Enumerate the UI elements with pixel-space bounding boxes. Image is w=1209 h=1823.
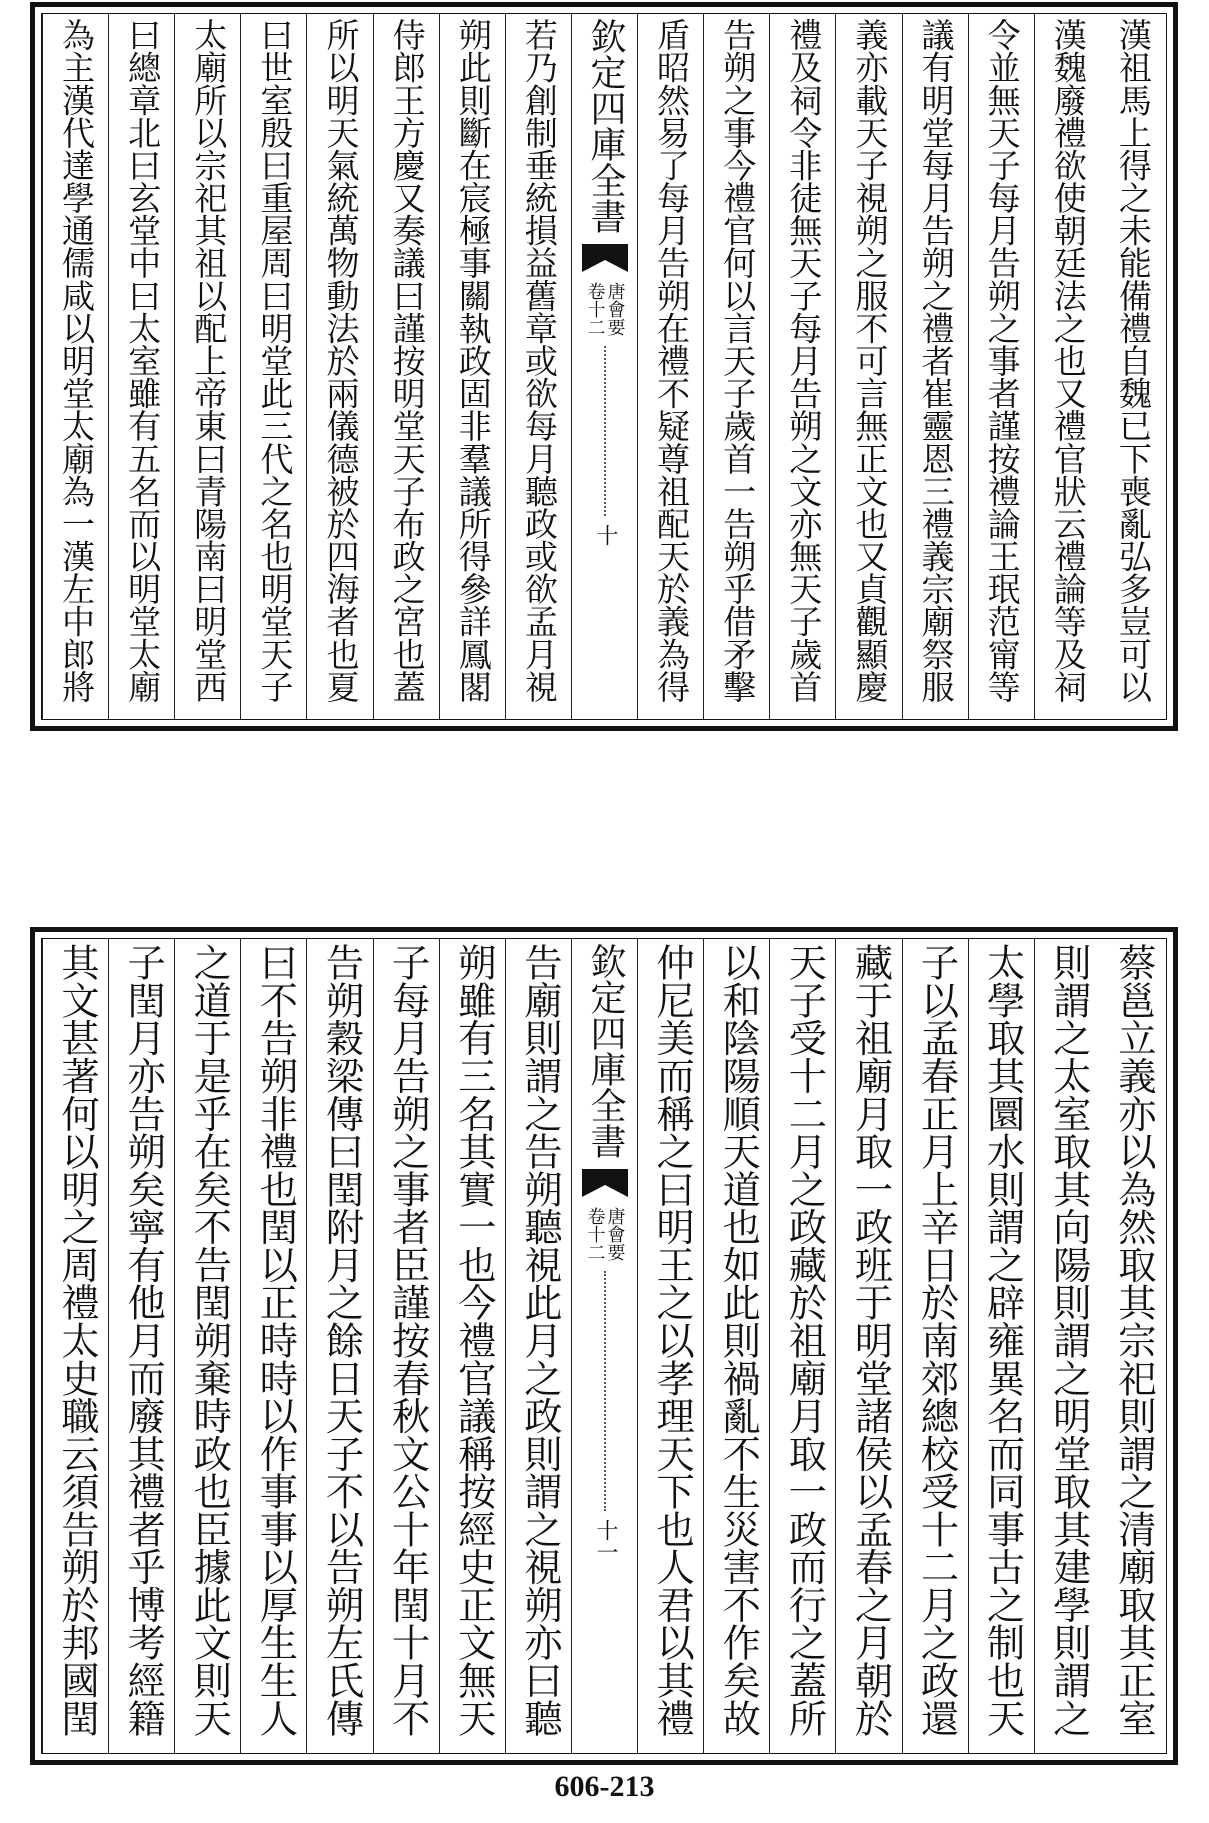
text-column: 太學取其圜水則謂之辟雍異名而同事古之制也天 [968,939,1035,1753]
text-column: 之道于是乎在矣不告閏朔棄時政也臣據此文則天 [174,939,241,1753]
text-column: 子每月告朔之事者臣謹按春秋文公十年閏十月不 [373,939,440,1753]
text-column: 天子受十二月之政藏於祖廟月取一政而行之蓋所 [769,939,836,1753]
text-column: 子閏月亦告朔矣寧有他月而廢其禮者乎博考經籍 [108,939,175,1753]
text-column: 子以孟春正月上辛日於南郊總校受十二月之政還 [902,939,969,1753]
fishtail-mark-icon [582,1169,628,1197]
text-column: 曰不告朔非禮也閏以正時時以作事事以厚生生人 [240,939,307,1753]
text-column: 若乃創制垂統損益舊章或欲每月聽政或欲孟月視 [505,14,572,719]
text-column: 禮及祠令非徒無天子每月告朔之文亦無天子歲首 [769,14,836,719]
upper-page-frame [41,13,1167,720]
text-column: 仲尼美而稱之曰明王之以孝理天下也人君以其禮 [637,939,704,1753]
text-column: 漢祖馬上得之未能備禮自魏已下喪亂弘多豈可以 [1113,18,1153,703]
center-fold-column [571,14,638,719]
text-column: 蔡邕立義亦以為然取其宗祀則謂之清廟取其正室 [1110,943,1156,1737]
text-column: 曰總章北曰玄堂中曰太室雖有五名而以明堂太廟 [108,14,175,719]
text-column: 曰世室殷曰重屋周曰明堂此三代之名也明堂天子 [240,14,307,719]
center-fold-column [571,939,638,1753]
text-column: 則謂之太室取其向陽則謂之明堂取其建學則謂之 [1034,939,1101,1753]
fishtail-mark-icon [582,244,628,272]
text-column: 告朔之事今禮官何以言天子歲首一告朔乎借矛擊 [703,14,770,719]
text-column: 其文甚著何以明之周禮太史職云須告朔於邦國閏 [42,939,109,1753]
text-column: 朔此則斷在宸極事關執政固非羣議所得參詳鳳閣 [439,14,506,719]
text-column: 為主漢代達學通儒咸以明堂太廟為一漢左中郎將 [42,14,109,719]
upper-page [30,2,1178,731]
book-title: 欽定四庫全書 [584,943,626,1159]
text-column: 侍郎王方慶又奏議曰謹按明堂天子布政之宮也蓋 [373,14,440,719]
text-column: 太廟所以宗祀其祖以配上帝東曰青陽南曰明堂西 [174,14,241,719]
page-footer-number: 606-213 [554,1770,655,1803]
fold-dotted-line [604,346,606,516]
lower-page [30,927,1178,1765]
volume-label: 唐會要 卷十二 [584,282,626,336]
text-column: 藏于祖廟月取一政班于明堂諸侯以孟春之月朝於 [835,939,902,1753]
text-column: 告廟則謂之告朔聽視此月之政則謂之視朔亦曰聽 [505,939,572,1753]
fold-dotted-line [604,1271,606,1511]
book-title: 欽定四庫全書 [584,18,626,234]
lower-page-frame [41,938,1167,1754]
text-column: 以和陰陽順天道也如此則禍亂不生災害不作矣故 [703,939,770,1753]
text-column: 漢魏廢禮欲使朝廷法之也又禮官狀云禮論等及祠 [1034,14,1101,719]
text-column: 告朔穀梁傳曰閏附月之餘日天子不以告朔左氏傳 [306,939,373,1753]
text-column: 所以明天氣統萬物動法於兩儀德被於四海者也夏 [306,14,373,719]
text-column: 朔雖有三名其實一也今禮官議稱按經史正文無天 [439,939,506,1753]
text-column: 令並無天子每月告朔之事者謹按禮論王珉范甯等 [968,14,1035,719]
page-number: 十 [592,524,618,546]
text-column: 議有明堂每月告朔之禮者崔靈恩三禮義宗廟祭服 [902,14,969,719]
volume-label: 唐會要 卷十二 [584,1207,626,1261]
text-column: 盾昭然易了每月告朔在禮不疑尊祖配天於義為得 [637,14,704,719]
page-number: 十一 [592,1519,618,1563]
text-column: 義亦載天子視朔之服不可言無正文也又貞觀顯慶 [835,14,902,719]
